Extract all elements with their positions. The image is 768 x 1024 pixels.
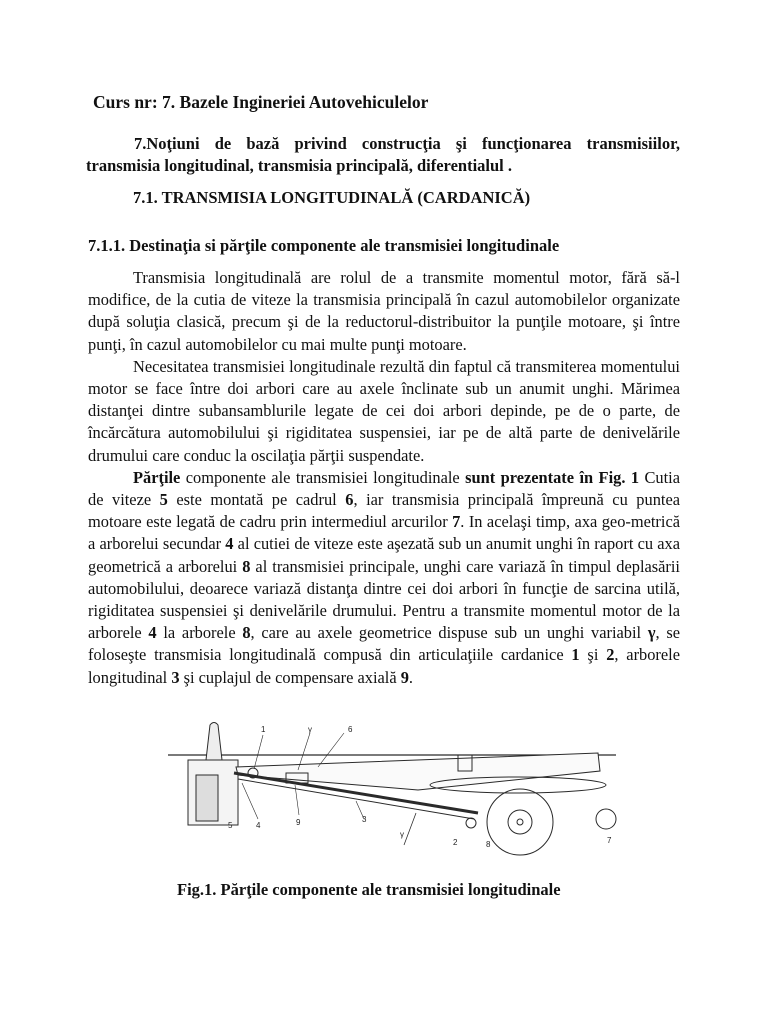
subsection-title: 7.1.1. Destinaţia si părţile componente ale transmisiei longitudinale [88, 236, 560, 255]
text-span: 2 [606, 645, 615, 665]
figure-caption: Fig.1. Părţile componente ale transmisiei longitudinale [177, 880, 561, 899]
text-span: 6 [345, 490, 354, 510]
label-6: 6 [348, 725, 353, 734]
course-title: Curs nr: 7. Bazele Ingineriei Autovehiculelor [93, 92, 429, 112]
leader-4 [242, 783, 258, 819]
text-span: , arborele longitudinal [88, 645, 680, 687]
paragraph-2: Necesitatea transmisiei longitudinale rezultă din faptul că transmiterea momentului motor se face între doi arbori care au axele înclinate sub un anumit unghi. Mărimea distanţei dintre subansamblurile legate de cei doi arbori depinde, pe de o parte, de încărcătura automobilului şi rigiditatea suspensiei, iar pe de altă parte de denivelările drumului care conduc la oscilaţia părţii suspendate. [88, 356, 680, 465]
text-span: Cutia de viteze [88, 467, 680, 510]
text-span: , care au axele geometrice dispuse sub un unghi variabil [250, 623, 648, 643]
gearbox-mount [206, 723, 222, 761]
text-span: componente ale transmisiei longitudinale [180, 467, 466, 487]
text-span: şi [579, 645, 607, 665]
text-span: al cutiei de viteze este aşezată sub un anumit unghi în raport cu axa geometrică a arborelui [88, 534, 680, 576]
section-title: 7.1. TRANSMISIA LONGITUDINALĂ (CARDANICĂ) [133, 188, 531, 207]
paragraph-3 [88, 467, 680, 689]
text-span: 8 [242, 556, 251, 576]
label-4: 4 [256, 821, 261, 830]
wheel-outer [487, 789, 553, 855]
text-span: . In acelaşi timp, axa geo-metrică a arborelui secundar [88, 512, 680, 554]
text-span: . [408, 667, 414, 687]
leader-6 [318, 733, 344, 767]
chassis-frame [236, 753, 600, 790]
text-span: 4 [225, 534, 234, 554]
text-span: 8 [242, 623, 251, 643]
text-span: la arborele [156, 623, 243, 643]
label-gamma: γ [308, 725, 312, 734]
label-1: 1 [261, 725, 266, 734]
transmission-diagram [168, 715, 623, 857]
text-span: este montată pe cadrul [167, 490, 346, 510]
text-span: al transmisiei principale, unghi care variază în timpul deplasării automobilului, deoarece variază distanţa dintre cei doi arbori în funcţie de sarcina utilă, rigiditatea suspensiei şi denivelările drumului. Pentru a transmite momentul motor de la arborele [88, 556, 680, 643]
wheel-center [517, 819, 523, 825]
text-span: 7 [452, 512, 461, 532]
text-span: 9 [400, 667, 409, 687]
label-8: 8 [486, 840, 491, 849]
text-span: 1 [571, 645, 580, 665]
spring-shackle [596, 809, 616, 829]
text-span: 3 [171, 667, 180, 687]
gamma-ref-line [404, 813, 416, 845]
text-span: şi cuplajul de compensare axială [179, 667, 401, 687]
leader-1 [254, 735, 263, 769]
text-span: , iar transmisia principală împreună cu puntea motoare este legată de cadru prin intermediul arcurilor [88, 490, 680, 532]
label-5: 5 [228, 821, 233, 830]
label-gamma-2: γ [400, 830, 404, 839]
wheel-hub [508, 810, 532, 834]
gearbox-lower-block [196, 775, 218, 821]
text-span: , se foloseşte transmisia longitudinală compusă din articulaţiile cardanice [88, 623, 680, 665]
cardan-joint-2 [466, 818, 476, 828]
body-text [88, 267, 680, 689]
chapter-title: 7.Noţiuni de bază privind construcţia şi funcţionarea transmisiilor, transmisia longitudinal, transmisia principală, diferentialul . [86, 134, 680, 175]
label-7: 7 [607, 836, 612, 845]
text-span: Părţile [133, 467, 181, 487]
paragraph-1: Transmisia longitudinală are rolul de a transmite momentul motor, fără să-l modifice, de la cutia de viteze la transmisia principală în cazul automobilelor organizate după soluţia clasică, precum şi de la reductorul-distribuitor la punţile motoare, şi între punţi, în cazul automobilelor cu mai multe punţi motoare. [88, 268, 680, 354]
text-span: γ [647, 623, 656, 643]
label-2: 2 [453, 838, 458, 847]
text-span: 5 [159, 490, 168, 510]
label-3: 3 [362, 815, 367, 824]
text-span: 4 [148, 623, 157, 643]
text-span: sunt prezentate în Fig. 1 [465, 467, 640, 487]
label-9: 9 [296, 818, 301, 827]
